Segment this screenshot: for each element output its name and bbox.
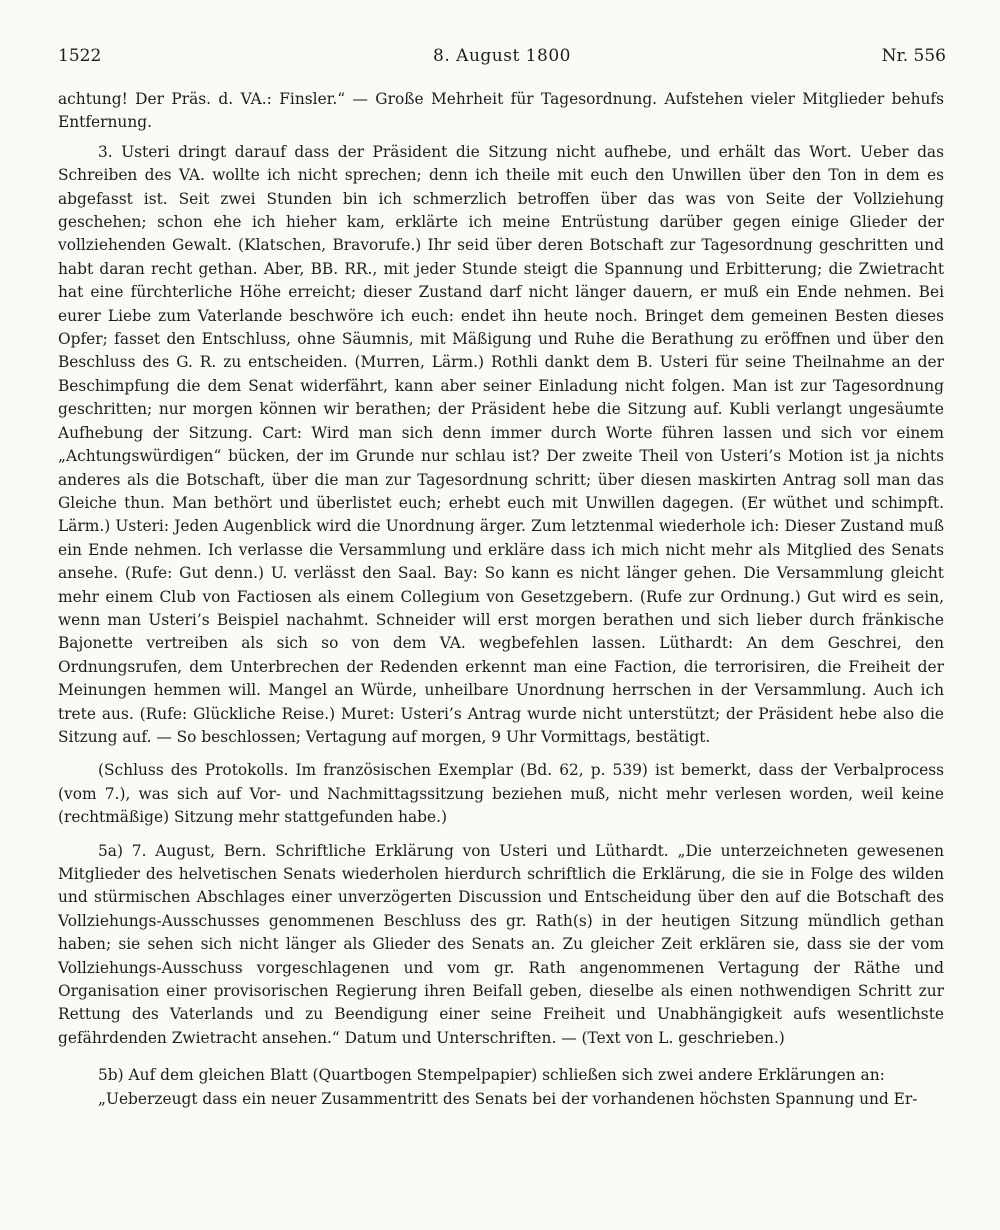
paragraph-3-usteri: 3. Usteri dringt darauf dass der Präsident die Sitzung nicht aufhebe, und erhält das Wort. Ueber das Schreiben des VA. wollte ich nicht sprechen; denn ich theile mit euch den Unwillen über den Ton in dem es abgefasst ist. Seit zwei Stunden bin ich schmerzlich betroffen über das was von Seite der Vollziehung geschehen; schon ehe ich hieher kam, erklärte ich meine Entrüstung darüber gegen einige Glieder der vollziehenden Gewalt. (Klatschen, Bravorufe.) Ihr seid über deren Botschaft zur Tagesordnung geschritten und habt daran recht gethan. Aber, BB. RR., mit jeder Stunde steigt die Spannung und Erbitterung; die Zwietracht hat eine fürchterliche Höhe erreicht; dieser Zustand darf nicht länger dauern, er muß ein Ende nehmen. Bei eurer Liebe zum Vaterlande beschwöre ich euch: endet ihn heute noch. Bringet dem gemeinen Besten dieses Opfer; fasset den Entschluss, ohne Säumnis, mit Mäßigung und Ruhe die Berathung zu eröffnen und über den Beschluss des G. R. zu entscheiden. (Murren, Lärm.) Rothli dankt dem B. Usteri für seine Theilnahme an der Beschimpfung die dem Senat widerfährt, kann aber seiner Einladung nicht folgen. Man ist zur Tagesordnung geschritten; nur morgen können wir berathen; der Präsident hebe die Sitzung auf. Kubli verlangt ungesäumte Aufhebung der Sitzung. Cart: Wird man sich denn immer durch Worte führen lassen und sich vor einem „Achtungswürdigen“ bücken, der im Grunde nur schlau ist? Der zweite Theil von Usteri’s Motion ist ja nichts anderes als die Botschaft, über die man zur Tagesordnung schritt; über diesen maskirten Antrag soll man das Gleiche thun. Man bethört und überlistet euch; erhebt euch mit Unwillen dagegen. (Er wüthet und schimpft. Lärm.) Usteri: Jeden Augenblick wird die Unordnung ärger. Zum letztenmal wiederhole ich: Dieser Zustand muß ein Ende nehmen. Ich verlasse die Versammlung und erkläre dass ich mich nicht mehr als Mitglied des Senats ansehe. (Rufe: Gut denn.) U. verlässt den Saal. Bay: So kann es nicht länger gehen. Die Versammlung gleicht mehr einem Club von Factiosen als einem Collegium von Gesetzgebern. (Rufe zur Ordnung.) Gut wird es sein, wenn man Usteri’s Beispiel nachahmt. Schneider will erst morgen berathen und sich lieber durch fränkische Bajonette vertreiben als sich so von dem VA. wegbefehlen lassen. Lüthardt: An dem Geschrei, den Ordnungsrufen, dem Unterbrechen der Redenden erkennt man eine Faction, die terrorisiren, die Freiheit der Meinungen hemmen will. Mangel an Würde, unheilbare Unordnung herrschen in der Versammlung. Auch ich trete aus. (Rufe: Glückliche Reise.) Muret: Usteri’s Antrag wurde nicht unterstützt; der Präsident hebe also die Sitzung auf. — So beschlossen; Vertagung auf morgen, 9 Uhr Vormittags, bestätigt. bbox=[58, 142, 944, 746]
body-text bbox=[58, 88, 944, 1111]
document-number: Nr. 556 bbox=[881, 46, 946, 66]
header-date: 8. August 1800 bbox=[433, 46, 571, 66]
paragraph-protocol-note: (Schluss des Protokolls. Im französischen Exemplar (Bd. 62, p. 539) ist bemerkt, dass der Verbalprocess (vom 7.), was sich auf Vor- und Nachmittagssitzung beziehen muß, nicht mehr verlesen worden, weil keine (rechtmäßige) Sitzung mehr stattgefunden habe.) bbox=[58, 761, 944, 827]
paragraph-quote-start: „Ueberzeugt dass ein neuer Zusammentritt des Senats bei der vorhandenen höchsten Spannung und Er- bbox=[98, 1089, 918, 1108]
paragraph-5a: 5a) 7. August, Bern. Schriftliche Erklärung von Usteri und Lüthardt. „Die unterzeichneten gewesenen Mitglieder des helvetischen Senats wiederholen hierdurch schriftlich die Erklärung, die sie in Folge des wilden und stürmischen Abschlages einer unverzögerten Discussion und Entscheidung über den auf die Botschaft des Vollziehungs-Ausschusses genommenen Beschluss des gr. Rath(s) in der heutigen Sitzung mündlich gethan haben; sie sehen sich nicht länger als Glieder des Senats an. Zu gleicher Zeit erklären sie, dass sie der vom Vollziehungs-Ausschuss vorgeschlagenen und vom gr. Rath angenommenen Vertagung der Räthe und Organisation einer provisorischen Regierung ihren Beifall geben, dieselbe als einen nothwendigen Schritt zur Rettung des Vaterlands und zu Beendigung einer seine Freiheit und Unabhängigkeit aufs wesentlichste gefährdenden Zwietracht ansehen.“ Datum und Unterschriften. — (Text von L. geschrieben.) bbox=[58, 841, 944, 1047]
page-number: 1522 bbox=[58, 46, 102, 66]
paragraph-5b: 5b) Auf dem gleichen Blatt (Quartbogen Stempelpapier) schließen sich zwei andere Erklärungen an: bbox=[98, 1066, 885, 1085]
running-header bbox=[58, 46, 946, 74]
paragraph-continuation: achtung! Der Präs. d. VA.: Finsler.“ — Große Mehrheit für Tagesordnung. Aufstehen vieler Mitglieder behufs Entfernung. bbox=[58, 90, 944, 132]
